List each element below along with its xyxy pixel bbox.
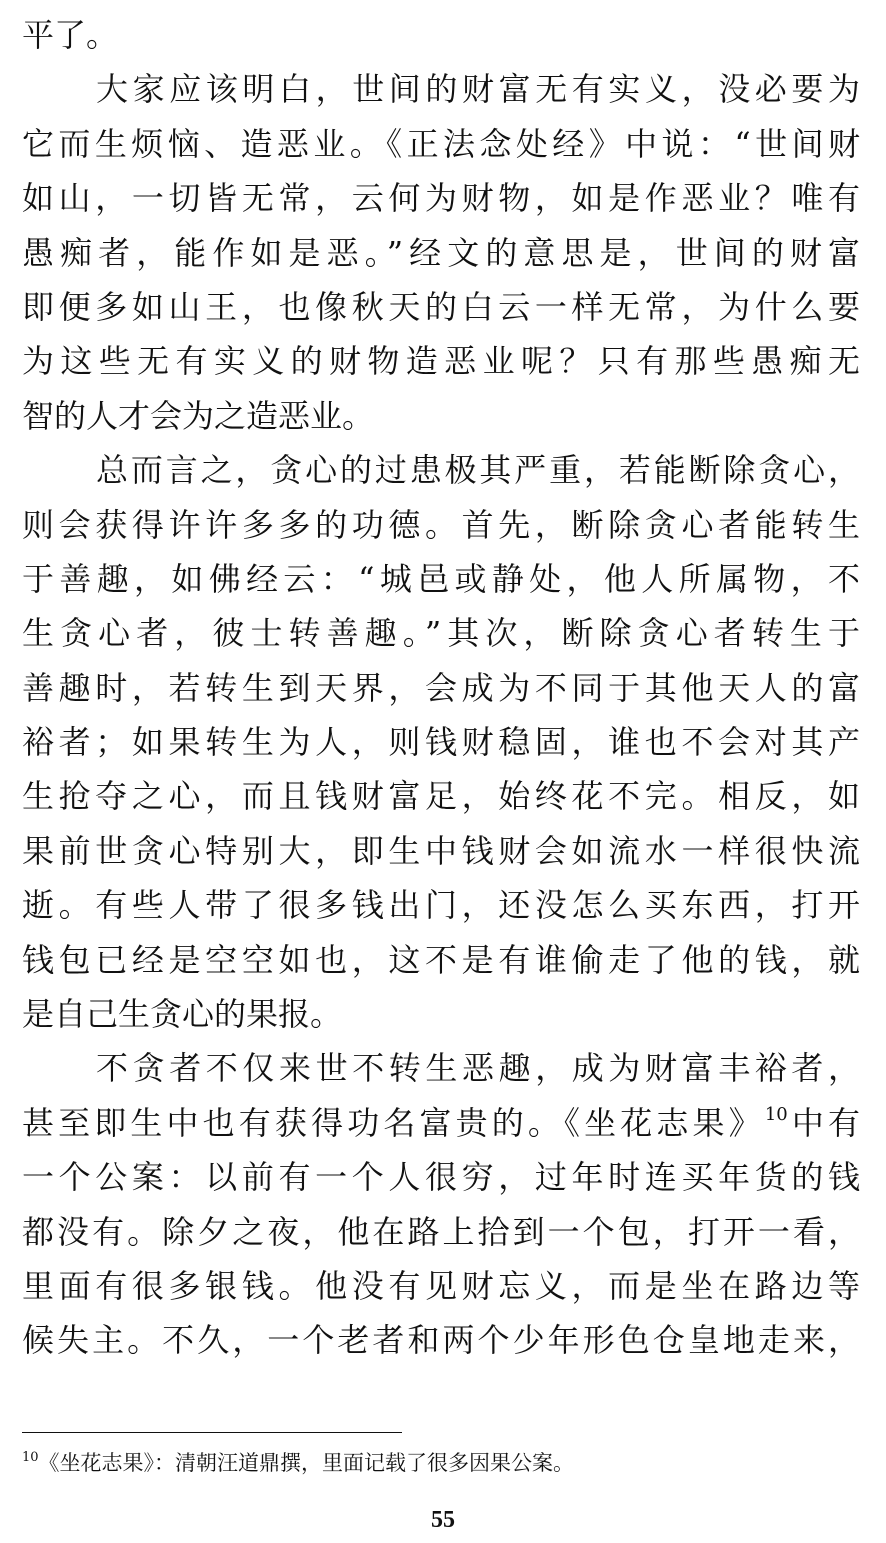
text-line: 是自己生贪心的果报。: [22, 995, 343, 1034]
text-line: 则会获得许许多多的功德。首先，断除贪心者能转生: [22, 505, 860, 544]
text-line: 它而生烦恼、造恶业。《正法念处经》中说：“世间财: [22, 124, 860, 163]
footnote-number: 10: [22, 1450, 39, 1465]
text-line: 里面有很多银钱。他没有见财忘义，而是坐在路边等: [22, 1266, 860, 1305]
text-line: 不贪者不仅来世不转生恶趣，成为财富丰裕者，: [96, 1049, 860, 1088]
text-line: 果前世贪心特别大，即生中钱财会如流水一样很快流: [22, 831, 860, 870]
footnote-text: 《坐花志果》：清朝汪道鼎撰，里面记载了很多因果公案。: [38, 1451, 575, 1475]
text-line: 为这些无有实义的财物造恶业呢？只有那些愚痴无: [22, 342, 860, 381]
text-line: 大家应该明白，世间的财富无有实义，没必要为: [96, 70, 860, 109]
text-line-with-footnote-ref: [22, 1096, 860, 1150]
footnote-reference[interactable]: 10: [764, 1103, 788, 1125]
page-number: 55: [431, 1507, 455, 1533]
text-segment: 甚至即生中也有获得功名富贵的。《坐花志果》: [22, 1103, 765, 1142]
text-line: 候失主。不久，一个老者和两个少年形色仓皇地走来，: [22, 1321, 860, 1360]
text-line: 即便多如山王，也像秋天的白云一样无常，为什么要: [22, 287, 860, 326]
text-line: 善趣时，若转生到天界，会成为不同于其他天人的富: [22, 668, 860, 707]
text-line: 总而言之，贪心的过患极其严重，若能断除贪心，: [96, 451, 860, 490]
text-line: 都没有。除夕之夜，他在路上拾到一个包，打开一看，: [22, 1212, 860, 1251]
text-line: 生抢夺之心，而且钱财富足，始终花不完。相反，如: [22, 777, 860, 816]
text-line: 逝。有些人带了很多钱出门，还没怎么买东西，打开: [22, 886, 860, 925]
footnote: [22, 1446, 862, 1480]
text-segment: 中有: [787, 1103, 860, 1142]
text-line: 如山，一切皆无常，云何为财物，如是作恶业？唯有: [22, 179, 860, 218]
text-line: 愚痴者，能作如是恶。”经文的意思是，世间的财富: [22, 233, 860, 272]
body-text: [22, 8, 860, 1368]
footnote-divider: [22, 1432, 402, 1433]
text-line: 平了。: [22, 16, 119, 54]
text-line: 智的人才会为之造恶业。: [22, 396, 375, 435]
text-line: 于善趣，如佛经云：“城邑或静处，他人所属物，不: [22, 559, 860, 598]
text-line: 一个公案：以前有一个人很穷，过年时连买年货的钱: [22, 1158, 860, 1197]
text-line: 裕者；如果转生为人，则钱财稳固，谁也不会对其产: [22, 723, 860, 762]
text-line: 钱包已经是空空如也，这不是有谁偷走了他的钱，就: [22, 940, 860, 979]
text-line: 生贪心者，彼士转善趣。”其次，断除贪心者转生于: [22, 614, 860, 653]
